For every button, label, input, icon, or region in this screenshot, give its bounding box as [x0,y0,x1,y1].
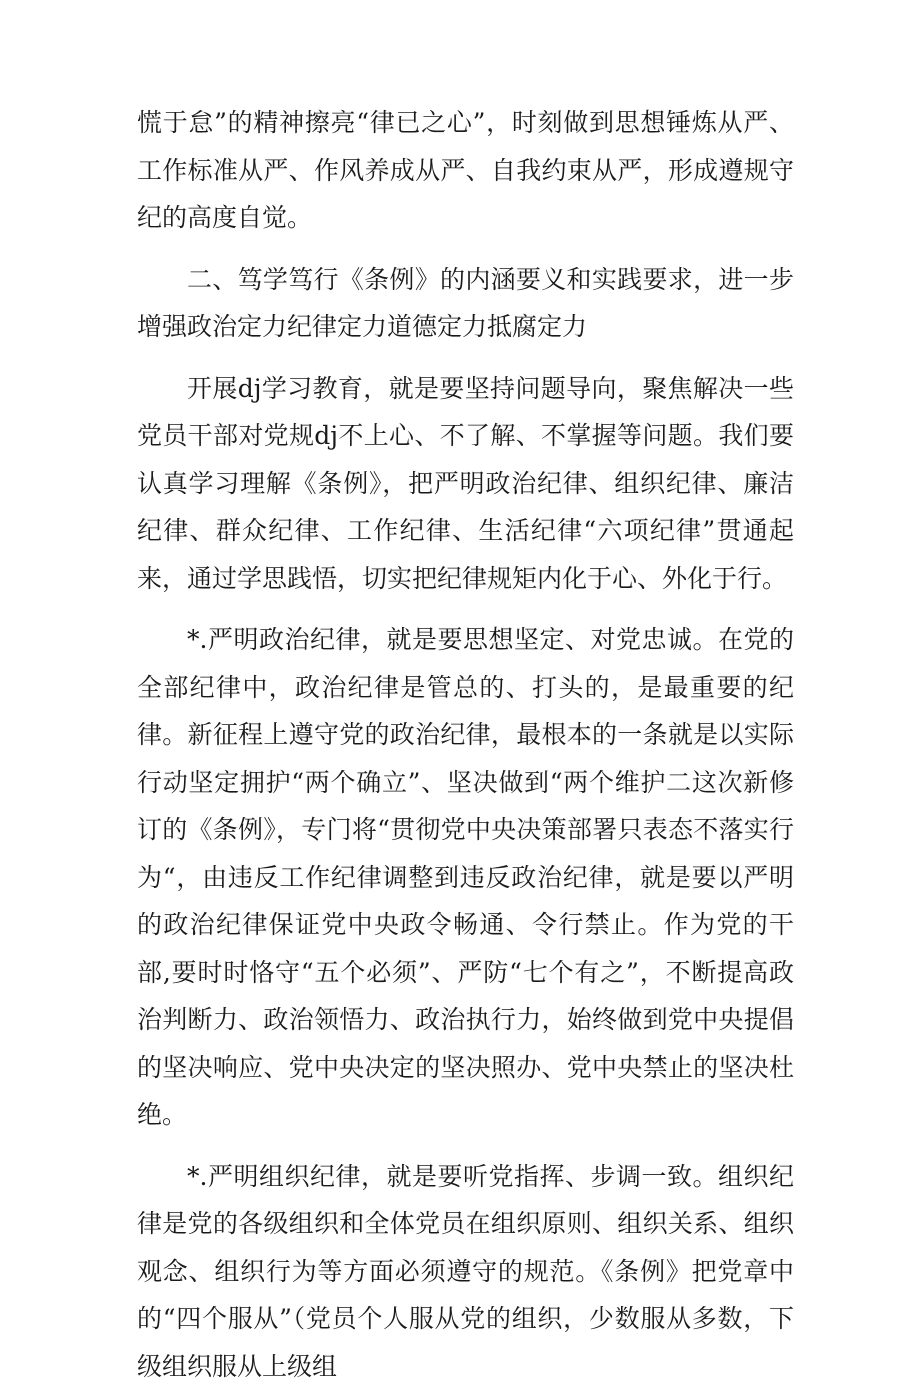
paragraph-organizational-discipline: *.严明组织纪律，就是要听党指挥、步调一致。组织纪律是党的各级组织和全体党员在组织原则、组织关系、组织观念、组织行为等方面必须遵守的规范。《条例》把党章中的“四个服从”（党员个人服从党的组织，少数服从多数，下级组织服从上级组 [137,1153,794,1390]
paragraph-intro: 开展dj学习教育，就是要坚持问题导向，聚焦解决一些党员干部对党规dj不上心、不了解、不掌握等问题。我们要认真学习理解《条例》，把严明政治纪律、组织纪律、廉洁纪律、群众纪律、工作纪律、生活纪律“六项纪律”贯通起来，通过学思践悟，切实把纪律规矩内化于心、外化于行。 [137,365,794,603]
paragraph-continuation: 慌于怠”的精神擦亮“律已之心”，时刻做到思想锤炼从严、工作标准从严、作风养成从严、自我约束从严，形成遵规守纪的高度自觉。 [137,99,794,242]
section-heading: 二、笃学笃行《条例》的内涵要义和实践要求，进一步增强政治定力纪律定力道德定力抵腐定力 [137,256,794,351]
paragraph-political-discipline: *.严明政治纪律，就是要思想坚定、对党忠诚。在党的全部纪律中，政治纪律是管总的、打头的，是最重要的纪律。新征程上遵守党的政治纪律，最根本的一条就是以实际行动坚定拥护“两个确立”、坚决做到“两个维护二这次新修订的《条例》，专门将“贯彻党中央决策部署只表态不落实行为“，由违反工作纪律调整到违反政治纪律，就是要以严明的政治纪律保证党中央政令畅通、令行禁止。作为党的干部,要时时恪守“五个必须”、严防“七个有之”，不断提高政治判断力、政治领悟力、政治执行力，始终做到党中央提倡的坚决响应、党中央决定的坚决照办、党中央禁止的坚决杜绝。 [137,616,794,1139]
